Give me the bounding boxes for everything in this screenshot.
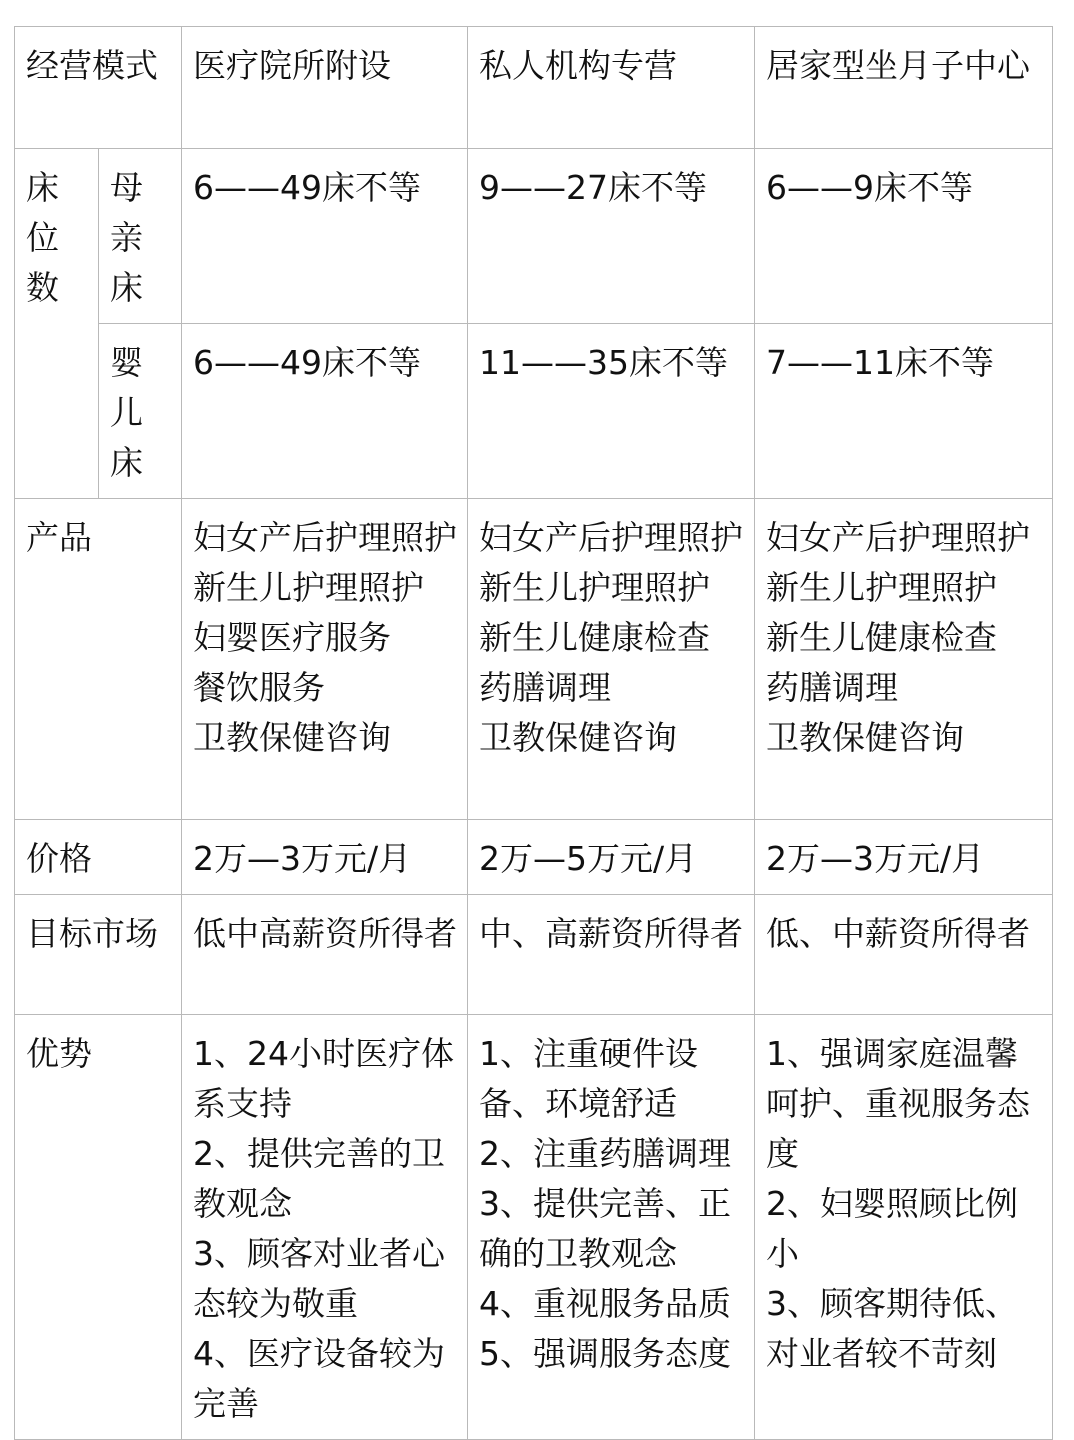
target-private <box>468 895 755 1015</box>
header-row <box>15 27 1053 149</box>
beds-label-char: 位 <box>26 218 59 257</box>
header-col-label: 私人机构专营 <box>479 46 677 85</box>
advantages-private <box>468 1015 755 1440</box>
price-hospital <box>182 820 468 895</box>
beds-label-char: 床 <box>26 168 59 207</box>
advantage-item: 1、24小时医疗体系支持 <box>193 1034 454 1123</box>
mother-bed-value: 6——49床不等 <box>193 168 421 207</box>
beds-label-char: 数 <box>26 268 59 307</box>
product-item: 卫教保健咨询 <box>766 718 964 757</box>
advantages-label: 优势 <box>26 1034 92 1073</box>
products-hospital <box>182 499 468 820</box>
mother-bed-hospital <box>182 149 468 324</box>
product-item: 妇女产后护理照护 <box>766 518 1030 557</box>
advantage-item: 3、顾客期待低、对业者较不苛刻 <box>766 1284 1018 1373</box>
product-item: 药膳调理 <box>479 668 611 707</box>
product-item: 新生儿护理照护 <box>766 568 997 607</box>
advantage-item: 3、顾客对业者心态较为敬重 <box>193 1234 445 1323</box>
advantage-item: 1、强调家庭温馨呵护、重视服务态度 <box>766 1034 1030 1173</box>
baby-bed-value: 7——11床不等 <box>766 343 994 382</box>
beds-label-cell <box>15 149 99 499</box>
product-item: 新生儿护理照护 <box>193 568 424 607</box>
advantage-item: 4、重视服务品质 <box>479 1284 731 1323</box>
mother-bed-value: 9——27床不等 <box>479 168 707 207</box>
target-value: 中、高薪资所得者 <box>479 914 743 953</box>
target-label-cell <box>15 895 182 1015</box>
mother-bed-label-char: 床 <box>110 268 143 307</box>
baby-bed-label-char: 儿 <box>110 393 143 432</box>
mother-bed-label-cell <box>99 149 182 324</box>
mother-bed-value: 6——9床不等 <box>766 168 973 207</box>
header-label-cell <box>15 27 182 149</box>
price-label: 价格 <box>26 839 92 878</box>
products-label: 产品 <box>26 518 92 557</box>
advantages-row <box>15 1015 1053 1440</box>
target-value: 低、中薪资所得者 <box>766 914 1030 953</box>
target-home <box>755 895 1053 1015</box>
price-value: 2万—3万元/月 <box>766 839 985 878</box>
header-col-label: 居家型坐月子中心 <box>766 46 1030 85</box>
product-item: 药膳调理 <box>766 668 898 707</box>
product-item: 新生儿健康检查 <box>766 618 997 657</box>
price-value: 2万—3万元/月 <box>193 839 412 878</box>
products-home <box>755 499 1053 820</box>
mother-bed-home <box>755 149 1053 324</box>
beds-baby-row <box>15 324 1053 499</box>
price-private <box>468 820 755 895</box>
mother-bed-private <box>468 149 755 324</box>
baby-bed-value: 6——49床不等 <box>193 343 421 382</box>
product-item: 卫教保健咨询 <box>479 718 677 757</box>
product-item: 新生儿护理照护 <box>479 568 710 607</box>
baby-bed-label-char: 婴 <box>110 343 143 382</box>
products-label-cell <box>15 499 182 820</box>
advantages-home <box>755 1015 1053 1440</box>
target-value: 低中高薪资所得者 <box>193 914 457 953</box>
advantages-label-cell <box>15 1015 182 1440</box>
product-item: 卫教保健咨询 <box>193 718 391 757</box>
price-home <box>755 820 1053 895</box>
header-col-home <box>755 27 1053 149</box>
advantage-item: 4、医疗设备较为完善 <box>193 1334 445 1423</box>
products-private <box>468 499 755 820</box>
mother-bed-label-char: 亲 <box>110 218 143 257</box>
header-col-label: 医疗院所附设 <box>193 46 391 85</box>
target-label: 目标市场 <box>26 914 158 953</box>
beds-mother-row <box>15 149 1053 324</box>
products-row <box>15 499 1053 820</box>
price-label-cell <box>15 820 182 895</box>
baby-bed-value: 11——35床不等 <box>479 343 728 382</box>
comparison-table <box>14 26 1053 1440</box>
product-item: 新生儿健康检查 <box>479 618 710 657</box>
target-row <box>15 895 1053 1015</box>
product-item: 妇女产后护理照护 <box>193 518 457 557</box>
baby-bed-hospital <box>182 324 468 499</box>
baby-bed-private <box>468 324 755 499</box>
header-col-hospital <box>182 27 468 149</box>
price-value: 2万—5万元/月 <box>479 839 698 878</box>
baby-bed-home <box>755 324 1053 499</box>
advantage-item: 2、妇婴照顾比例小 <box>766 1184 1018 1273</box>
price-row <box>15 820 1053 895</box>
baby-bed-label-char: 床 <box>110 443 143 482</box>
advantages-hospital <box>182 1015 468 1440</box>
advantage-item: 3、提供完善、正确的卫教观念 <box>479 1184 731 1273</box>
advantage-item: 2、注重药膳调理 <box>479 1134 731 1173</box>
product-item: 餐饮服务 <box>193 668 325 707</box>
header-col-private <box>468 27 755 149</box>
advantage-item: 5、强调服务态度 <box>479 1334 731 1373</box>
product-item: 妇女产后护理照护 <box>479 518 743 557</box>
header-label: 经营模式 <box>26 46 158 85</box>
baby-bed-label-cell <box>99 324 182 499</box>
mother-bed-label-char: 母 <box>110 168 143 207</box>
target-hospital <box>182 895 468 1015</box>
product-item: 妇婴医疗服务 <box>193 618 391 657</box>
advantage-item: 1、注重硬件设备、环境舒适 <box>479 1034 698 1123</box>
advantage-item: 2、提供完善的卫教观念 <box>193 1134 445 1223</box>
